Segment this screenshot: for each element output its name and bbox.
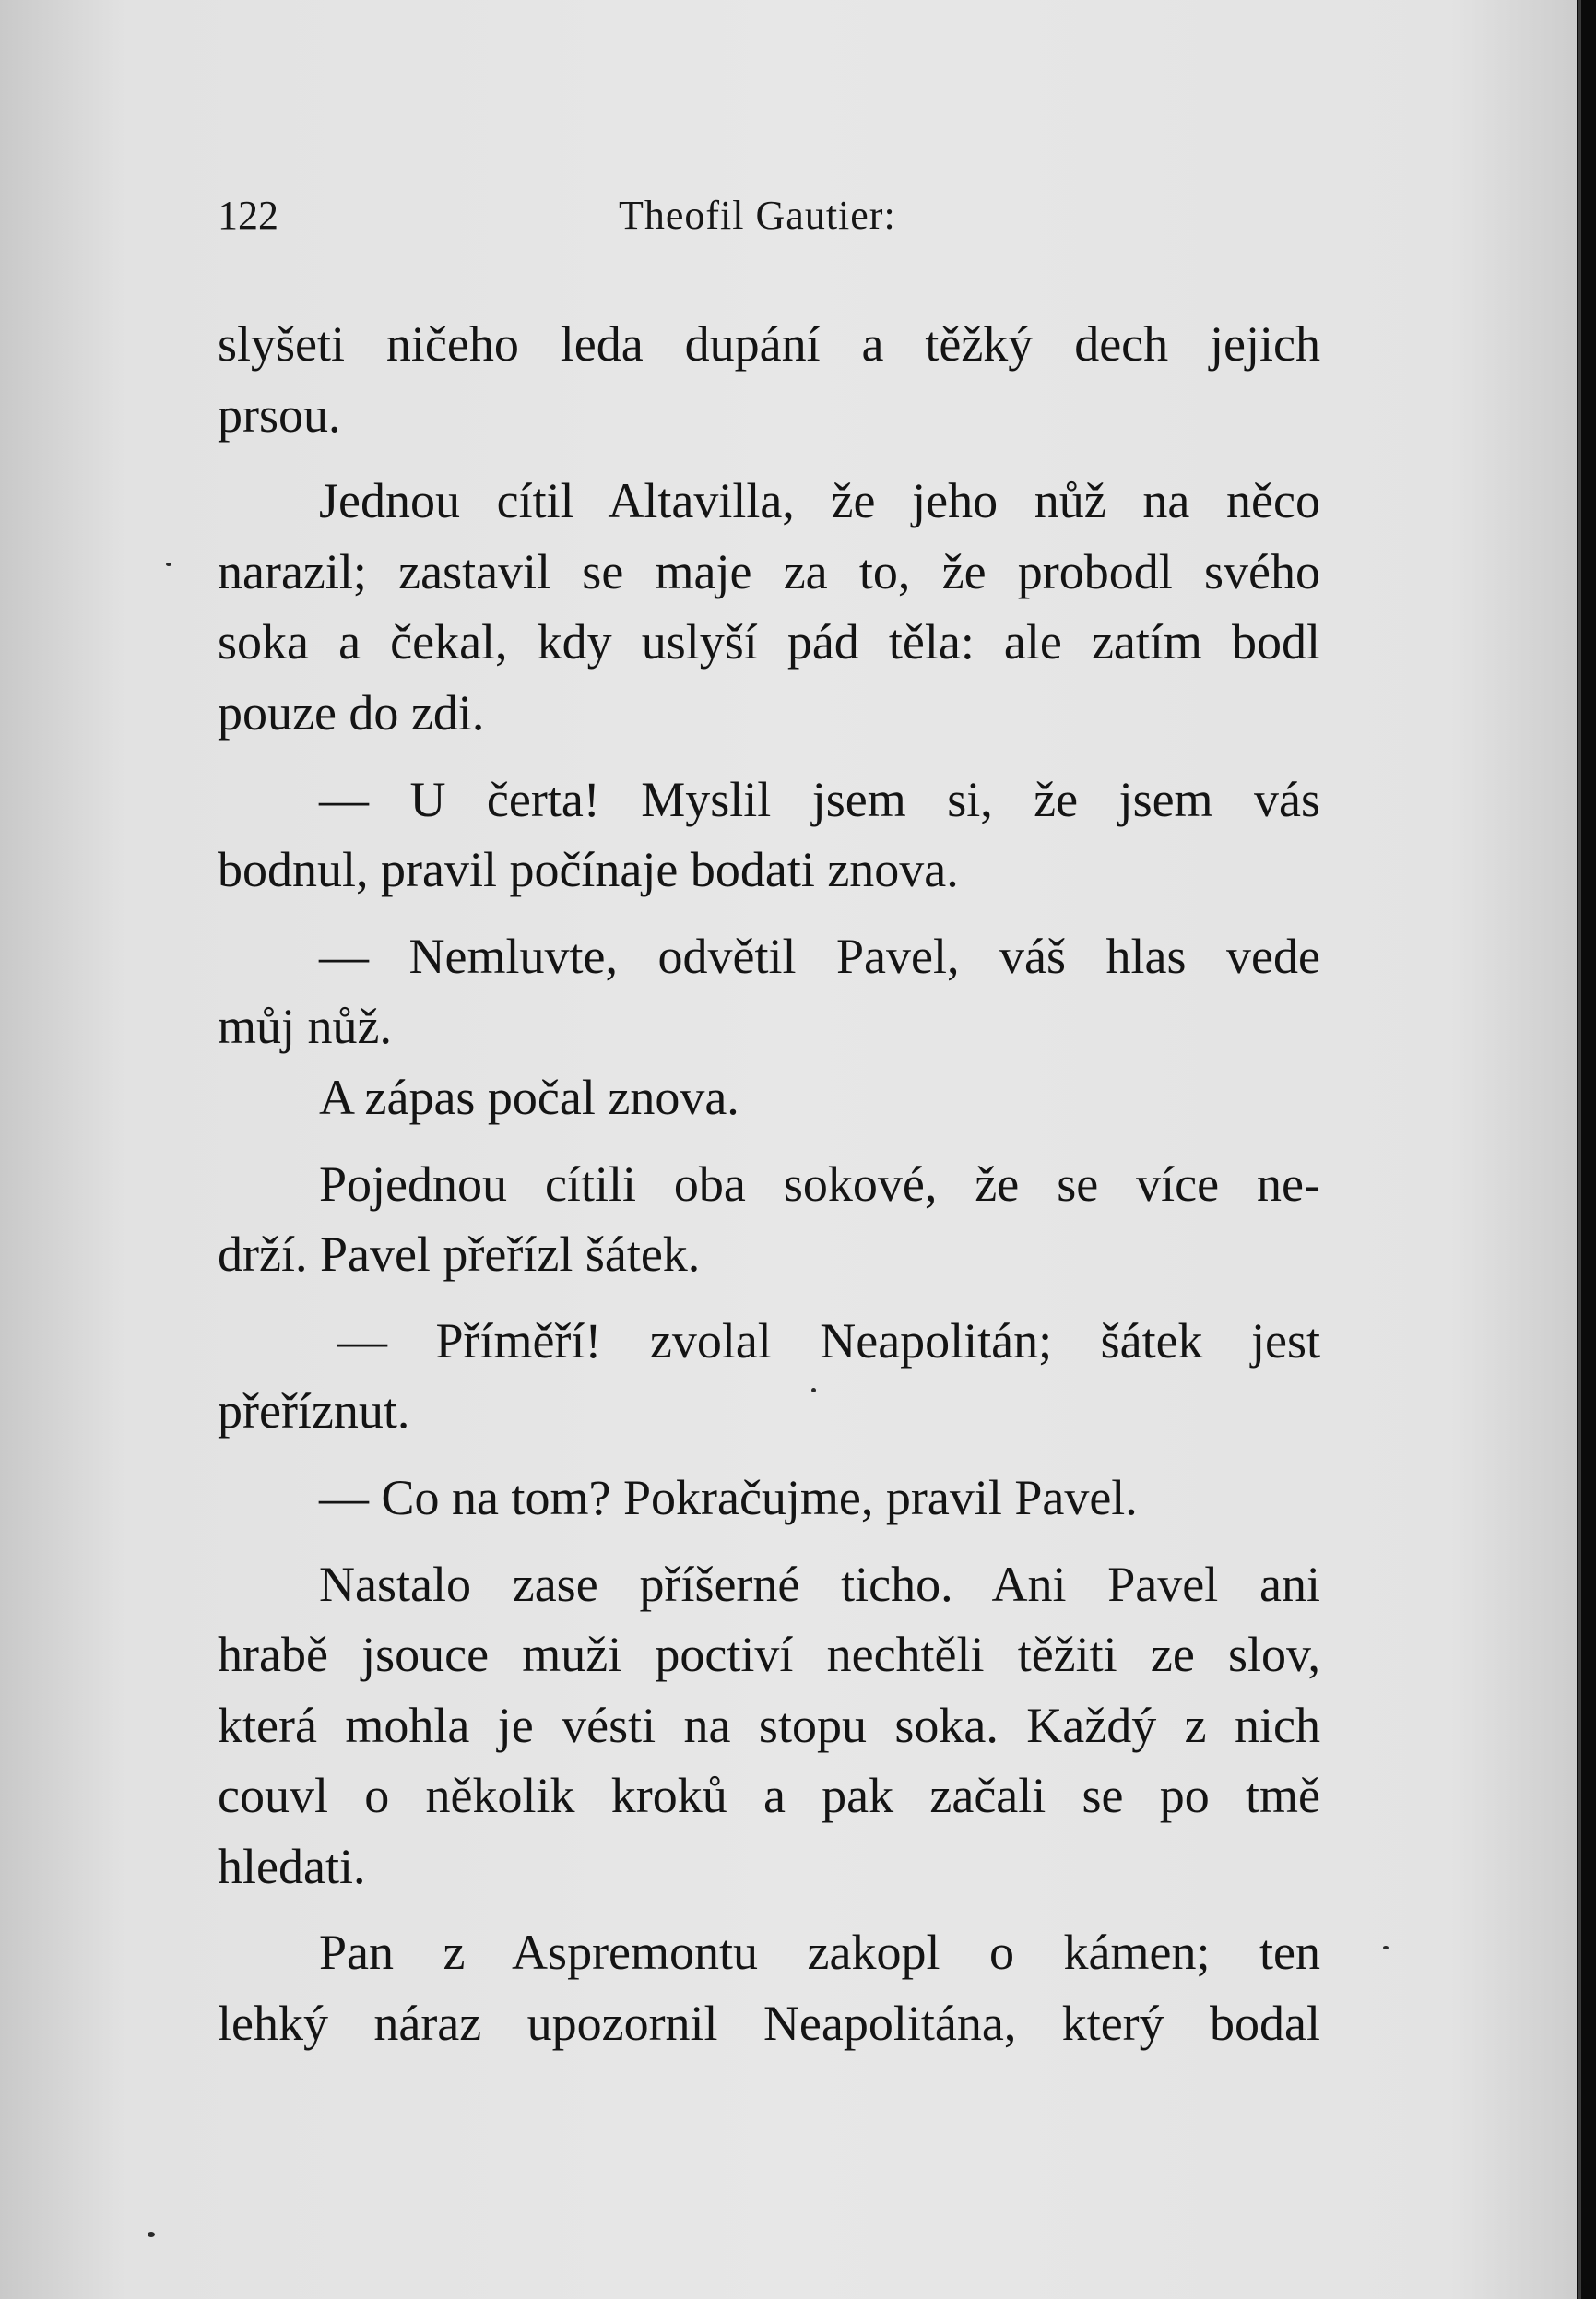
body-text — [218, 309, 1320, 2059]
text-line: bodnul, pravil počínaje bodati znova. — [218, 842, 959, 898]
text-line: Nastalo zase příšerné ticho. Ani Pavel ani — [319, 1556, 1320, 1612]
text-line: slyšeti ničeho leda dupání a těžký dech jejich — [218, 316, 1320, 372]
text-line: prsou. — [218, 386, 341, 443]
text-line: která mohla je vésti na stopu soka. Každý z nich — [218, 1697, 1320, 1753]
text-line: přeříznut. — [218, 1383, 410, 1440]
page-number: 122 — [218, 193, 278, 238]
page-edge-line — [1578, 0, 1581, 2299]
text-line: hledati. — [218, 1838, 366, 1894]
text-line: drží. Pavel přeřízl šátek. — [218, 1227, 701, 1283]
text-line: A zápas počal znova. — [319, 1069, 739, 1125]
scan-speck — [811, 1388, 816, 1392]
text-line: lehký náraz upozornil Neapolitána, který bodal — [218, 1996, 1320, 2052]
text-line: narazil; zastavil se maje za to, že probodl svého — [218, 543, 1320, 599]
scan-speck — [148, 2232, 155, 2237]
text-line: — Příměří! zvolal Neapolitán; šátek jest — [337, 1312, 1320, 1369]
text-line: — Co na tom? Pokračujme, pravil Pavel. — [319, 1469, 1138, 1525]
text-line: pouze do zdi. — [218, 684, 485, 741]
text-line: soka a čekal, kdy uslyší pád těla: ale zatím bodl — [218, 614, 1320, 670]
text-line: — Nemluvte, odvětil Pavel, váš hlas vede — [319, 928, 1320, 984]
running-title: Theofil Gautier: — [619, 193, 896, 238]
scan-speck — [1383, 1946, 1389, 1949]
text-line: Jednou cítil Altavilla, že jeho nůž na něco — [319, 473, 1320, 529]
text-line: hrabě jsouce muži poctiví nechtěli těžiti ze slov, — [218, 1627, 1320, 1683]
page-header — [218, 192, 1324, 247]
text-line: můj nůž. — [218, 999, 392, 1055]
scan-speck — [166, 563, 171, 566]
text-line: couvl o několik kroků a pak začali se po tmě — [218, 1768, 1320, 1824]
text-line: Pan z Aspremontu zakopl o kámen; ten — [319, 1925, 1320, 1981]
text-line: — U čerta! Myslil jsem si, že jsem vás — [319, 771, 1320, 827]
text-line: Pojednou cítili oba sokové, že se více ne- — [319, 1155, 1320, 1212]
